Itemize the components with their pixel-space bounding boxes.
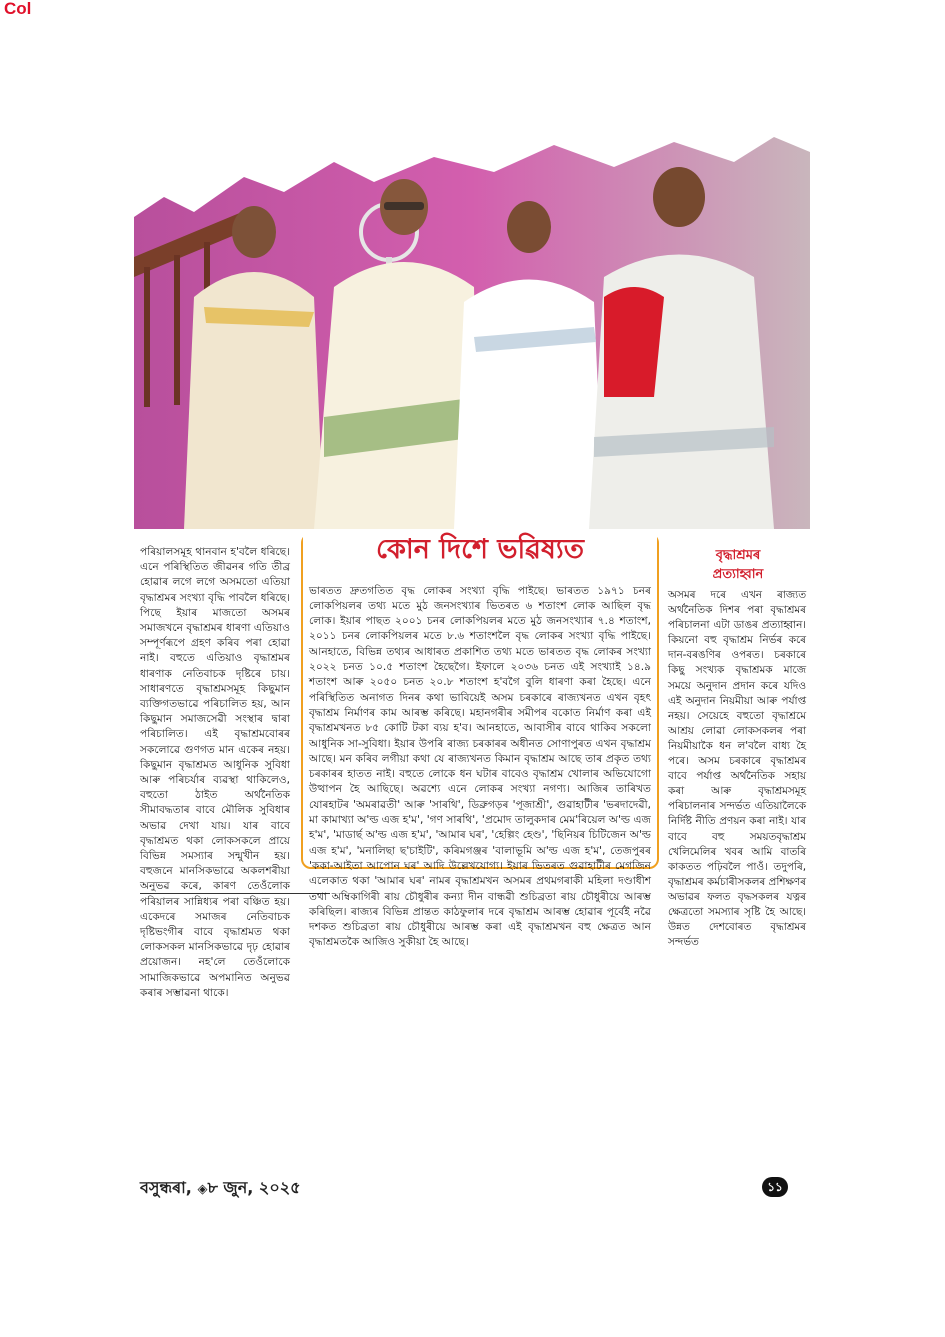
center-box-title: কোন দিশে ভৱিষ্যত: [303, 532, 657, 568]
left-column-paragraph: পৰিয়ালসমূহ থানবান হ'বলৈ ধৰিছে। এনে পৰিস্থিতিত জীৱনৰ গতি তীব্ৰ হোৱাৰ লগে লগে অসমতো এতিয়া বৃদ্ধাশ্ৰমৰ সংখ্যা বৃদ্ধি পাবলৈ ধৰিছে। পিছে ইয়াৰ মাজতো অসমৰ সমাজখনে বৃদ্ধাশ্ৰমৰ ধাৰণা এতিয়াও সম্পূৰ্ণৰূপে গ্ৰহণ কৰিব পৰা হোৱা নাই। বহুতে এতিয়াও বৃদ্ধাশ্ৰমৰ ধাৰণাক নেতিবাচক দৃষ্টিৰে চায়। সাধাৰণতে বৃদ্ধাশ্ৰমসমূহ কিছুমান ব্যক্তিগতভাৱে পৰিচালিত হয়, আন কিছুমান সমাজসেৱী সংস্থাৰ দ্বাৰা পৰিচালিত। এই বৃদ্ধাশ্ৰমবোৰৰ সকলোৱে গুণগত মান একেৰ নহয়। কিছুমান বৃদ্ধাশ্ৰমত আধুনিক সুবিধা আৰু পৰিচৰ্যাৰ ব্যৱস্থা থাকিলেও, বহুতো ঠাইত অৰ্থনৈতিক সীমাবদ্ধতাৰ বাবে মৌলিক সুবিধাৰ অভাৱ দেখা যায়। যাৰ বাবে বৃদ্ধাশ্ৰমত থকা লোকসকলে প্ৰায়ে বিভিন্ন সমস্যাৰ সন্মুখীন হয়। বহুজনে মানসিকভাৱে অকলশৰীয়া অনুভৱ কৰে, কাৰণ তেওঁলোক পৰিয়ালৰ সান্নিধ্যৰ পৰা বঞ্চিত হয়। একেদৰে সমাজৰ নেতিবাচক দৃষ্টিভংগীৰ বাবে বৃদ্ধাশ্ৰমত থকা লোকসকল মানসিকভাৱে দৃঢ় হোৱাৰ প্ৰয়োজন। নহ'লে তেওঁলোকে সামাজিকভাৱে অপমানিত অনুভৱ কৰাৰ সম্ভাৱনা থাকে।: [140, 546, 290, 999]
left-column-text: [140, 545, 290, 999]
right-column-paragraph: অসমৰ দৰে এখন ৰাজ্যত অৰ্থনৈতিক দিশৰ পৰা বৃদ্ধাশ্ৰমৰ পৰিচালনা এটা ডাঙৰ প্ৰত্যাহ্বান। কিয়নো বহু বৃদ্ধাশ্ৰম নিৰ্ভৰ কৰে দান-বৰঙণিৰ ওপৰত। চৰকাৰে কিছু সংখ্যক বৃদ্ধাশ্ৰমক মাজে সময়ে অনুদান প্ৰদান কৰে যদিও এই অনুদান নিয়মীয়া আৰু পৰ্যাপ্ত নহয়। সেয়েহে বহুতো বৃদ্ধাশ্ৰমে আশ্ৰয় লোৱা লোকসকলৰ পৰা নিয়মীয়াকৈ ধন ল'বলৈ বাধ্য হৈ পৰে। অসম চৰকাৰে বৃদ্ধাশ্ৰমৰ বাবে পৰ্যাপ্ত অৰ্থনৈতিক সহায় কৰা আৰু বৃদ্ধাশ্ৰমসমূহ পৰিচালনাৰ সন্দৰ্ভত এতিয়ালৈকে নিৰ্দিষ্ট নীতি প্ৰণয়ন কৰা নাই। যাৰ বাবে বহু সময়তবৃদ্ধাশ্ৰম খেলিমেলিৰ খবৰ আমি বাতৰি কাকতত পঢ়িবলৈ পাওঁ। তদুপৰি, বৃদ্ধাশ্ৰমৰ কৰ্মচাৰীসকলৰ প্ৰশিক্ষণৰ অভাৱৰ ফলত বৃদ্ধসকলৰ যত্নৰ ক্ষেত্ৰতো সমস্যাৰ সৃষ্টি হৈ আছে। উন্নত দেশবোৰত বৃদ্ধাশ্ৰমৰ সন্দৰ্ভত: [668, 589, 806, 949]
center-box-text: ভাৰতত দ্ৰুতগতিত বৃদ্ধ লোকৰ সংখ্যা বৃদ্ধি পাইছে। ভাৰতত ১৯৭১ চনৰ লোকপিয়লৰ তথ্য মতে মুঠ জনসংখ্যাৰ ভিতৰত ৬ শতাংশ লোক আছিল বৃদ্ধ লোক। ইয়াৰ পাছত ২০০১ চনৰ লোকপিয়লৰ মতে মুঠ জনসংখ্যাৰ ৭.৪ শতাংশ, ২০১১ চনৰ লোকপিয়লৰ মতে ৮.৬ শতাংশলৈ বৃদ্ধ লোকৰ সংখ্যা বৃদ্ধি পাইছে। আনহাতে, বিভিন্ন তথ্যৰ আধাৰত প্ৰকাশিত তথ্য মতে ভাৰতত বৃদ্ধ লোকৰ সংখ্যা ২০২২ চনত ১০.৫ শতাংশ হৈছেগৈ। ইফালে ২০৩৬ চনত এই সংখ্যাই ১৪.৯ শতাংশ আৰু ২০৫০ চনত ২০.৮ শতাংশ হ'বগৈ বুলি ধাৰণা কৰা হৈছে। এনে পৰিস্থিতিত অনাগত দিনৰ কথা ভাবিয়েই অসম চৰকাৰে ৰাজ্যখনত এখন বৃহৎ বৃদ্ধাশ্ৰম নিৰ্মাণৰ কাম আৰম্ভ কৰিছে। মহানগৰীৰ সমীপৰ বকোত নিৰ্মাণ কৰা এই বৃদ্ধাশ্ৰমখনত ৮৫ কোটি টকা ব্যয় হ'ব। আনহাতে, আবাসীৰ বাবে থাকিব সকলো আধুনিক সা-সুবিধা। ইয়াৰ উপৰি ৰাজ্য চৰকাৰৰ অধীনত সোণাপুৰত এখন বৃদ্ধাশ্ৰম আছে। মন কৰিব লগীয়া কথা যে ৰাজ্যখনত কিমান বৃদ্ধাশ্ৰম আছে তাৰ প্ৰকৃত তথ্য চৰকাৰৰ হাতত নাই। বহুতে লোকে ধন ঘটাৰ বাবেও বৃদ্ধাশ্ৰম খোলাৰ অভিযোগো উত্থাপন হৈ আছিছে। অৱশ্যে এনে লোকৰ সংখ্যা নগণ্য। আজিৰ তাৰিখত যোৰহাটৰ 'অমৰাৱতী' আৰু 'সাৰথি', ডিব্ৰুগড়ৰ 'পূজাশ্ৰী', গুৱাহাটীৰ 'ভৰদাদেৱী, মা কামাখ্যা অ'ল্ড এজ হ'ম', 'গণ সাৰথি', 'প্ৰমোদ তালুকদাৰ মেম'ৰিয়েল অ'ল্ড এজ হ'ম', 'মাডাৰ্ছ অ'ল্ড এজ হ'ম', 'আমাৰ ঘৰ', 'হেল্পিং হেণ্ড', 'ছিনিয়ৰ চিটিজেন অ'ল্ড এজ হ'ম', 'মনালিছা ছ'চাইটি', কৰিমগঞ্জৰ 'বালাভূমি অ'ল্ড এজ হ'ম', তেজপুৰৰ 'ককা-আইতা আপোন ঘৰ' আদি উল্লেখযোগ্য। ইয়াৰ ভিতৰত গুৱাহাটীৰ মেগজিন এলেকাত থকা 'আমাৰ ঘৰ' নামৰ বৃদ্ধাশ্ৰমখন অসমৰ প্ৰথমগৰাকী মহিলা দণ্ডাধীশ তথা অম্বিকাগিৰী ৰায় চৌধুৰীৰ কন্যা দীন বান্ধৱী শুচিব্ৰতা ৰায় চৌধুৰীয়ে আৰম্ভ কৰিছিল। ৰাজ্যৰ বিভিন্ন প্ৰান্তত কাঠফুলাৰ দৰে বৃদ্ধাশ্ৰম আৰম্ভ হোৱাৰ পূৰ্বেই নৱৈ দশকত শুচিব্ৰতা ৰায় চৌধুৰীয়ে আৰম্ভ কৰা এই বৃদ্ধাশ্ৰমখন বহু ক্ষেত্ৰত আন বৃদ্ধাশ্ৰমতকৈ আজিও সুকীয়া হৈ আছে।: [309, 584, 651, 949]
publication-name: বসুন্ধৰা,: [140, 1178, 192, 1197]
left-column-divider: [140, 893, 330, 894]
right-heading-line2: প্ৰত্যাহ্বান: [712, 567, 764, 582]
right-heading-line1: বৃদ্ধাশ্ৰমৰ: [715, 548, 761, 563]
right-column-text: [668, 588, 806, 949]
issue-date: ৮ জুন, ২০২৫: [207, 1178, 301, 1197]
article-photo: [134, 137, 810, 529]
page-number-badge: ১১: [762, 1177, 788, 1197]
right-column-heading: [668, 546, 808, 584]
diamond-icon: ◈: [197, 1182, 208, 1197]
center-sidebar-box: [301, 533, 659, 949]
corner-mark: Col: [4, 0, 32, 18]
footer-publication: [140, 1175, 301, 1202]
